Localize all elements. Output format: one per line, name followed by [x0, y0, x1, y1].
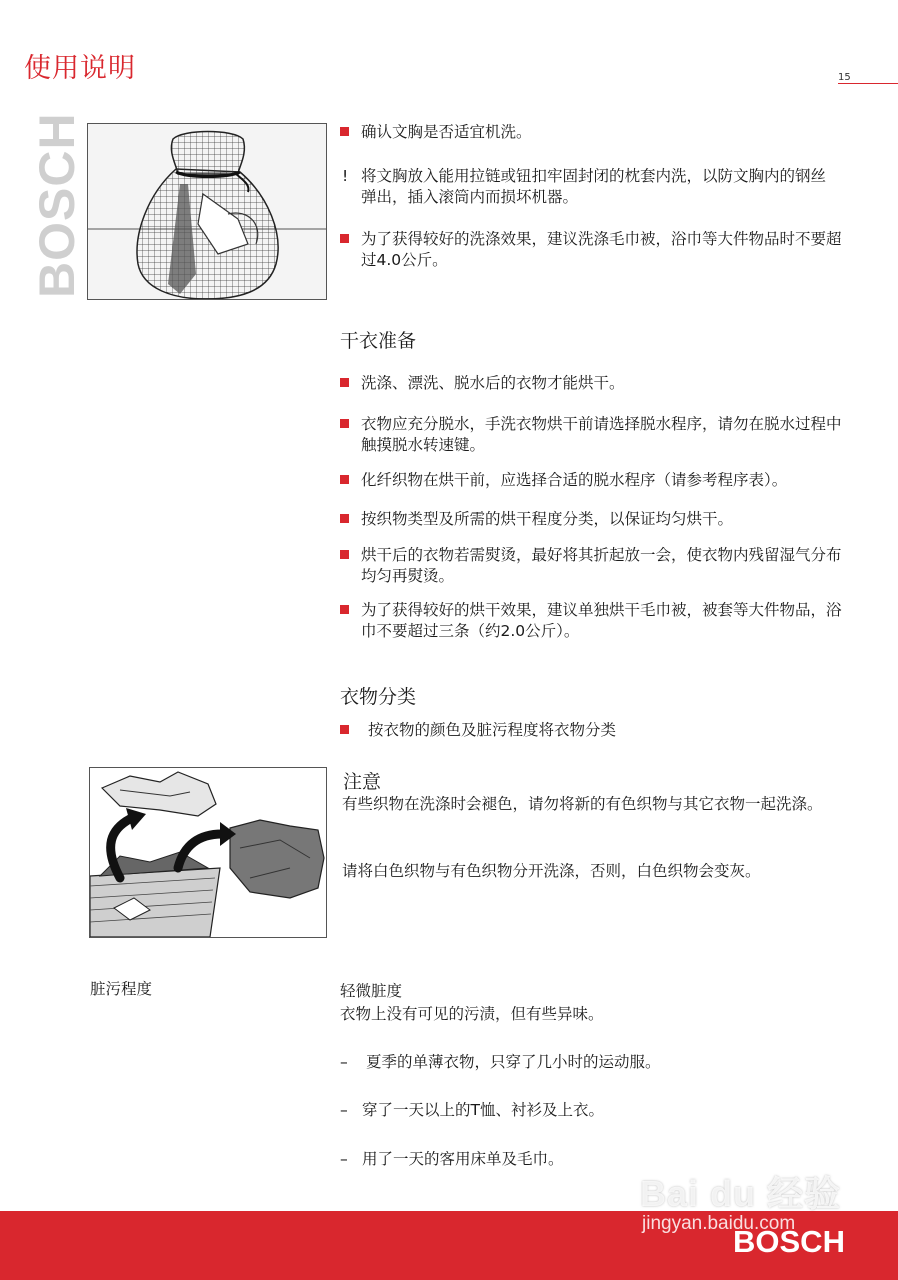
footer-brand-logo: BOSCH — [733, 1224, 845, 1259]
notice-heading: 注意 — [343, 771, 382, 793]
bullet-square-icon — [340, 550, 349, 559]
dash-marker: – — [340, 1053, 348, 1071]
list-item: 洗涤、漂洗、脱水后的衣物才能烘干。 — [340, 373, 880, 394]
list-item: 按衣物的颜色及脏污程度将衣物分类 — [340, 720, 880, 741]
list-item: 化纤织物在烘干前，应选择合适的脱水程序（请参考程序表）。 — [340, 470, 888, 491]
list-item: 按织物类型及所需的烘干程度分类，以保证均匀烘干。 — [340, 509, 880, 530]
bullet-square-icon — [340, 378, 349, 387]
list-item: 为了获得较好的烘干效果，建议单独烘干毛巾被，被套等大件物品，浴巾不要超过三条（约2.0公斤）。 — [340, 600, 850, 642]
page-number: 15 — [838, 72, 851, 83]
section-heading-sort: 衣物分类 — [340, 686, 417, 708]
list-item: – 用了一天的客用床单及毛巾。 — [340, 1150, 564, 1168]
list-item: ! 将文胸放入能用拉链或钮扣牢固封闭的枕套内洗，以防文胸内的钢丝弹出，插入滚筒内而损坏机器。 — [342, 167, 827, 206]
warning-mark: ! — [342, 167, 349, 185]
bullet-square-icon — [340, 234, 349, 243]
bullet-square-icon — [340, 127, 349, 136]
section-heading-dry: 干衣准备 — [340, 330, 417, 352]
dash-marker: – — [340, 1150, 348, 1168]
list-item: – 穿了一天以上的T恤、衬衫及上衣。 — [340, 1101, 604, 1119]
side-brand-logo: BOSCH — [29, 112, 85, 298]
laundry-bag-illustration — [87, 123, 327, 300]
list-item: – 夏季的单薄衣物，只穿了几小时的运动服。 — [340, 1053, 661, 1071]
list-item: 确认文胸是否适宜机洗。 — [340, 122, 880, 143]
bullet-square-icon — [340, 605, 349, 614]
bullet-square-icon — [340, 725, 349, 734]
page-title: 使用说明 — [24, 53, 136, 84]
soil-level-label: 脏污程度 — [90, 980, 153, 998]
soil-level-heading: 轻微脏度 — [340, 982, 403, 1000]
bullet-square-icon — [340, 514, 349, 523]
dash-marker: – — [340, 1101, 348, 1119]
watermark-text: Bai du 经验 — [640, 1173, 842, 1214]
list-item: 为了获得较好的洗涤效果，建议洗涤毛巾被，浴巾等大件物品时不要超过4.0公斤。 — [340, 229, 850, 271]
notice-paragraph: 有些织物在洗涤时会褪色，请勿将新的有色织物与其它衣物一起洗涤。 — [342, 795, 823, 813]
soil-level-description: 衣物上没有可见的污渍，但有些异味。 — [340, 1005, 604, 1023]
list-item: 烘干后的衣物若需熨烫，最好将其折起放一会，使衣物内残留湿气分布均匀再熨烫。 — [340, 545, 850, 587]
notice-paragraph: 请将白色织物与有色织物分开洗涤，否则，白色织物会变灰。 — [342, 862, 761, 880]
bullet-square-icon — [340, 475, 349, 484]
header-rule — [838, 83, 898, 84]
list-item: 衣物应充分脱水，手洗衣物烘干前请选择脱水程序，请勿在脱水过程中触摸脱水转速键。 — [340, 414, 850, 456]
bullet-square-icon — [340, 419, 349, 428]
sorting-laundry-illustration — [89, 767, 327, 938]
watermark-url: jingyan.baidu.com — [642, 1213, 796, 1234]
